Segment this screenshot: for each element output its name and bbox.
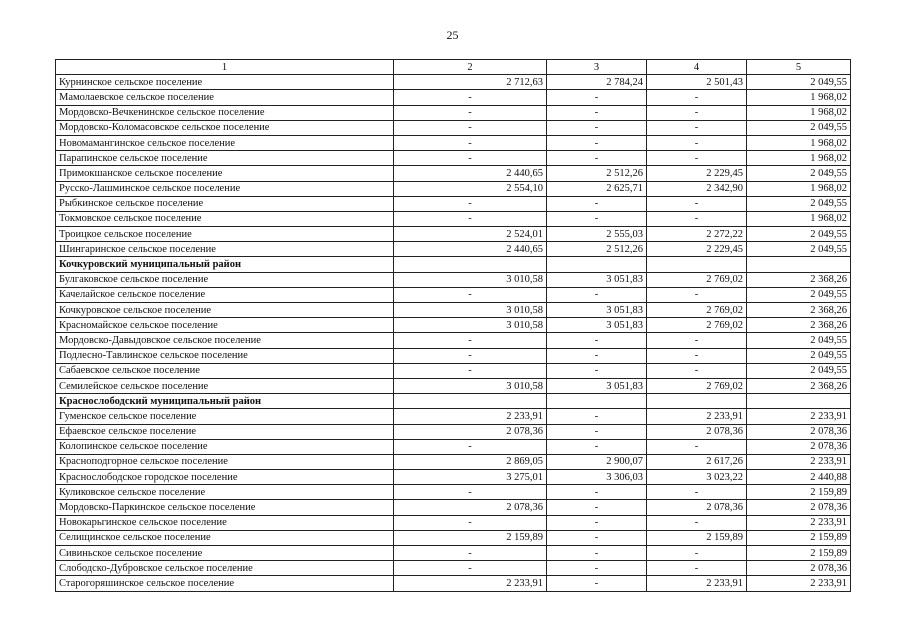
value-cell-c3: -: [547, 120, 647, 135]
value-cell-c5: 2 078,36: [747, 561, 851, 576]
table-row: [56, 439, 851, 454]
value-cell-c2: 3 010,58: [394, 303, 547, 318]
empty-cell: [647, 257, 747, 272]
value-cell-c3: -: [547, 515, 647, 530]
value-cell-c5: 1 968,02: [747, 135, 851, 150]
settlement-name: Токмовское сельское поселение: [56, 211, 394, 226]
value-cell-c4: 2 501,43: [647, 75, 747, 90]
table-row: [56, 333, 851, 348]
table-row: [56, 515, 851, 530]
section-header-row: [56, 257, 851, 272]
settlement-name: Слободско-Дубровское сельское поселение: [56, 561, 394, 576]
value-cell-c3: -: [547, 485, 647, 500]
value-cell-c5: 2 159,89: [747, 530, 851, 545]
value-cell-c4: 2 229,45: [647, 242, 747, 257]
table-row: [56, 181, 851, 196]
value-cell-c4: -: [647, 546, 747, 561]
value-cell-c5: 2 078,36: [747, 500, 851, 515]
value-cell-c5: 2 049,55: [747, 166, 851, 181]
value-cell-c2: 3 010,58: [394, 272, 547, 287]
settlement-name: Семилейское сельское поселение: [56, 378, 394, 393]
table-row: [56, 242, 851, 257]
value-cell-c4: 2 233,91: [647, 409, 747, 424]
table-row: [56, 546, 851, 561]
empty-cell: [547, 394, 647, 409]
value-cell-c2: -: [394, 515, 547, 530]
settlement-name: Качелайское сельское поселение: [56, 287, 394, 302]
value-cell-c4: -: [647, 211, 747, 226]
table-row: [56, 485, 851, 500]
value-cell-c3: -: [547, 287, 647, 302]
value-cell-c5: 2 078,36: [747, 439, 851, 454]
settlement-name: Новомамангинское сельское поселение: [56, 135, 394, 150]
value-cell-c4: 2 159,89: [647, 530, 747, 545]
value-cell-c2: 2 233,91: [394, 409, 547, 424]
column-header-5: 5: [747, 60, 851, 75]
value-cell-c4: -: [647, 120, 747, 135]
settlement-name: Селищинское сельское поселение: [56, 530, 394, 545]
value-cell-c5: 2 049,55: [747, 120, 851, 135]
value-cell-c2: -: [394, 439, 547, 454]
value-cell-c5: 2 440,88: [747, 470, 851, 485]
value-cell-c5: 1 968,02: [747, 151, 851, 166]
value-cell-c3: 3 051,83: [547, 378, 647, 393]
value-cell-c5: 2 233,91: [747, 409, 851, 424]
value-cell-c2: -: [394, 287, 547, 302]
table-row: [56, 272, 851, 287]
value-cell-c5: 2 049,55: [747, 227, 851, 242]
settlement-name: Кочкуровское сельское поселение: [56, 303, 394, 318]
table-row: [56, 561, 851, 576]
value-cell-c5: 2 078,36: [747, 424, 851, 439]
settlement-name: Колопинское сельское поселение: [56, 439, 394, 454]
value-cell-c5: 2 049,55: [747, 363, 851, 378]
value-cell-c2: -: [394, 363, 547, 378]
value-cell-c3: -: [547, 576, 647, 591]
empty-cell: [394, 257, 547, 272]
value-cell-c5: 2 368,26: [747, 318, 851, 333]
value-cell-c3: -: [547, 409, 647, 424]
value-cell-c2: 2 524,01: [394, 227, 547, 242]
value-cell-c3: -: [547, 196, 647, 211]
value-cell-c5: 2 233,91: [747, 454, 851, 469]
value-cell-c5: 2 049,55: [747, 287, 851, 302]
table-row: [56, 500, 851, 515]
value-cell-c2: -: [394, 348, 547, 363]
value-cell-c3: -: [547, 90, 647, 105]
value-cell-c4: -: [647, 363, 747, 378]
section-title: Краснослободский муниципальный район: [56, 394, 394, 409]
empty-cell: [747, 257, 851, 272]
value-cell-c2: -: [394, 561, 547, 576]
value-cell-c5: 2 049,55: [747, 242, 851, 257]
value-cell-c2: 2 078,36: [394, 500, 547, 515]
value-cell-c5: 2 049,55: [747, 196, 851, 211]
value-cell-c5: 2 368,26: [747, 272, 851, 287]
settlement-name: Мамолаевское сельское поселение: [56, 90, 394, 105]
value-cell-c4: -: [647, 90, 747, 105]
settlement-name: Курнинское сельское поселение: [56, 75, 394, 90]
settlement-name: Русско-Лашминское сельское поселение: [56, 181, 394, 196]
value-cell-c4: 2 617,26: [647, 454, 747, 469]
settlement-name: Старогоряшинское сельское поселение: [56, 576, 394, 591]
settlement-name: Новокарьгинское сельское поселение: [56, 515, 394, 530]
value-cell-c3: -: [547, 363, 647, 378]
settlement-name: Рыбкинское сельское поселение: [56, 196, 394, 211]
value-cell-c3: 3 051,83: [547, 303, 647, 318]
value-cell-c5: 2 159,89: [747, 485, 851, 500]
value-cell-c5: 1 968,02: [747, 90, 851, 105]
value-cell-c5: 2 233,91: [747, 515, 851, 530]
table-row: [56, 576, 851, 591]
column-header-3: 3: [547, 60, 647, 75]
settlement-name: Сивиньское сельское поселение: [56, 546, 394, 561]
table-row: [56, 318, 851, 333]
value-cell-c3: -: [547, 151, 647, 166]
table-row: [56, 287, 851, 302]
table-row: [56, 90, 851, 105]
value-cell-c3: -: [547, 105, 647, 120]
table-row: [56, 470, 851, 485]
value-cell-c3: -: [547, 211, 647, 226]
column-header-4: 4: [647, 60, 747, 75]
value-cell-c2: -: [394, 546, 547, 561]
value-cell-c5: 2 233,91: [747, 576, 851, 591]
page-number: 25: [446, 28, 459, 42]
settlement-name: Краснослободское городское поселение: [56, 470, 394, 485]
tariff-table: [55, 59, 851, 592]
settlement-name: Сабаевское сельское поселение: [56, 363, 394, 378]
table-row: [56, 530, 851, 545]
settlement-name: Примокшанское сельское поселение: [56, 166, 394, 181]
value-cell-c4: 2 272,22: [647, 227, 747, 242]
value-cell-c3: 3 051,83: [547, 272, 647, 287]
table-row: [56, 227, 851, 242]
value-cell-c3: -: [547, 348, 647, 363]
value-cell-c2: 2 440,65: [394, 166, 547, 181]
value-cell-c2: -: [394, 120, 547, 135]
settlement-name: Подлесно-Тавлинское сельское поселение: [56, 348, 394, 363]
value-cell-c3: 2 512,26: [547, 166, 647, 181]
column-header-2: 2: [394, 60, 547, 75]
value-cell-c2: 2 869,05: [394, 454, 547, 469]
value-cell-c4: 2 769,02: [647, 378, 747, 393]
empty-cell: [547, 257, 647, 272]
table-row: [56, 348, 851, 363]
table-row: [56, 363, 851, 378]
value-cell-c5: 1 968,02: [747, 105, 851, 120]
value-cell-c4: -: [647, 135, 747, 150]
value-cell-c4: -: [647, 561, 747, 576]
value-cell-c3: 2 784,24: [547, 75, 647, 90]
value-cell-c4: 2 769,02: [647, 303, 747, 318]
settlement-name: Красноподгорное сельское поселение: [56, 454, 394, 469]
value-cell-c4: -: [647, 287, 747, 302]
value-cell-c4: 2 233,91: [647, 576, 747, 591]
table-body: [56, 75, 851, 591]
value-cell-c3: -: [547, 424, 647, 439]
value-cell-c2: -: [394, 151, 547, 166]
value-cell-c5: 1 968,02: [747, 181, 851, 196]
value-cell-c2: -: [394, 90, 547, 105]
value-cell-c3: 3 051,83: [547, 318, 647, 333]
value-cell-c3: -: [547, 530, 647, 545]
table-row: [56, 105, 851, 120]
value-cell-c4: -: [647, 439, 747, 454]
settlement-name: Ефаевское сельское поселение: [56, 424, 394, 439]
table-row: [56, 151, 851, 166]
table-row: [56, 135, 851, 150]
value-cell-c4: -: [647, 515, 747, 530]
table-row: [56, 196, 851, 211]
settlement-name: Мордовско-Вечкенинское сельское поселение: [56, 105, 394, 120]
value-cell-c4: -: [647, 348, 747, 363]
value-cell-c3: -: [547, 135, 647, 150]
value-cell-c3: 2 625,71: [547, 181, 647, 196]
value-cell-c3: 2 900,07: [547, 454, 647, 469]
value-cell-c2: -: [394, 105, 547, 120]
value-cell-c4: -: [647, 196, 747, 211]
table-header-row: [56, 60, 851, 75]
value-cell-c2: 2 233,91: [394, 576, 547, 591]
value-cell-c2: 2 078,36: [394, 424, 547, 439]
table-row: [56, 424, 851, 439]
table-row: [56, 409, 851, 424]
table-row: [56, 75, 851, 90]
settlement-name: Булгаковское сельское поселение: [56, 272, 394, 287]
value-cell-c3: 2 555,03: [547, 227, 647, 242]
value-cell-c3: 3 306,03: [547, 470, 647, 485]
value-cell-c5: 2 368,26: [747, 303, 851, 318]
value-cell-c4: 2 769,02: [647, 318, 747, 333]
settlement-name: Гуменское сельское поселение: [56, 409, 394, 424]
section-title: Кочкуровский муниципальный район: [56, 257, 394, 272]
table-row: [56, 166, 851, 181]
value-cell-c2: -: [394, 485, 547, 500]
settlement-name: Троицкое сельское поселение: [56, 227, 394, 242]
settlement-name: Парапинское сельское поселение: [56, 151, 394, 166]
value-cell-c3: -: [547, 500, 647, 515]
value-cell-c5: 1 968,02: [747, 211, 851, 226]
settlement-name: Мордовско-Давыдовское сельское поселение: [56, 333, 394, 348]
empty-cell: [747, 394, 851, 409]
value-cell-c2: 2 159,89: [394, 530, 547, 545]
value-cell-c3: -: [547, 546, 647, 561]
value-cell-c4: 3 023,22: [647, 470, 747, 485]
value-cell-c4: -: [647, 485, 747, 500]
table-row: [56, 211, 851, 226]
settlement-name: Красномайское сельское поселение: [56, 318, 394, 333]
value-cell-c4: -: [647, 105, 747, 120]
value-cell-c4: -: [647, 333, 747, 348]
value-cell-c2: -: [394, 135, 547, 150]
empty-cell: [394, 394, 547, 409]
value-cell-c3: -: [547, 561, 647, 576]
value-cell-c5: 2 368,26: [747, 378, 851, 393]
value-cell-c4: 2 229,45: [647, 166, 747, 181]
table-row: [56, 454, 851, 469]
value-cell-c2: 2 554,10: [394, 181, 547, 196]
value-cell-c3: -: [547, 333, 647, 348]
table-row: [56, 120, 851, 135]
value-cell-c3: -: [547, 439, 647, 454]
value-cell-c2: -: [394, 196, 547, 211]
value-cell-c4: 2 769,02: [647, 272, 747, 287]
settlement-name: Шингаринское сельское поселение: [56, 242, 394, 257]
settlement-name: Мордовско-Коломасовское сельское поселение: [56, 120, 394, 135]
value-cell-c4: 2 078,36: [647, 424, 747, 439]
value-cell-c5: 2 049,55: [747, 333, 851, 348]
value-cell-c4: 2 342,90: [647, 181, 747, 196]
value-cell-c3: 2 512,26: [547, 242, 647, 257]
settlement-name: Куликовское сельское поселение: [56, 485, 394, 500]
value-cell-c2: 3 010,58: [394, 378, 547, 393]
value-cell-c2: 3 275,01: [394, 470, 547, 485]
value-cell-c2: 3 010,58: [394, 318, 547, 333]
value-cell-c2: -: [394, 211, 547, 226]
value-cell-c4: -: [647, 151, 747, 166]
value-cell-c5: 2 049,55: [747, 348, 851, 363]
value-cell-c4: 2 078,36: [647, 500, 747, 515]
value-cell-c2: 2 712,63: [394, 75, 547, 90]
value-cell-c2: 2 440,65: [394, 242, 547, 257]
settlement-name: Мордовско-Паркинское сельское поселение: [56, 500, 394, 515]
empty-cell: [647, 394, 747, 409]
column-header-1: 1: [56, 60, 394, 75]
table-row: [56, 303, 851, 318]
value-cell-c2: -: [394, 333, 547, 348]
value-cell-c5: 2 049,55: [747, 75, 851, 90]
value-cell-c5: 2 159,89: [747, 546, 851, 561]
table-row: [56, 378, 851, 393]
section-header-row: [56, 394, 851, 409]
